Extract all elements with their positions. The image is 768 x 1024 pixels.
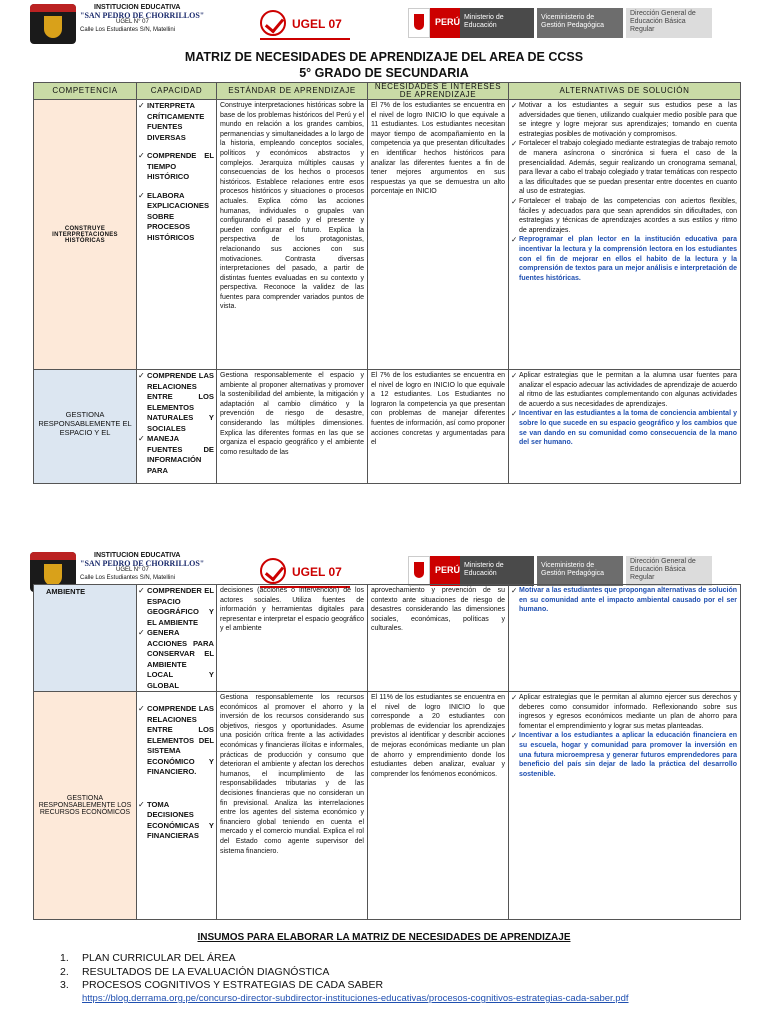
peru-label: PERÚ <box>430 556 460 586</box>
competencia-cell: CONSTRUYE INTERPRETACIONES HISTÓRICAS <box>34 100 137 370</box>
estandar-cell: decisiones (acciones o intervención) de los actores sociales. Utiliza fuentes de información y herramientas digitales para representar e interpretar el espacio geográfico y el ambiente <box>217 585 368 692</box>
capacidad-cell <box>137 100 217 370</box>
dg-label: Dirección General de Educación Básica Regular <box>626 8 712 38</box>
check-icon: ✓ <box>138 151 145 160</box>
check-icon: ✓ <box>138 704 145 713</box>
capacidad-item: ✓ TOMA DECISIONES ECONÓMICAS Y FINANCIERAS <box>138 799 214 840</box>
check-icon: ✓ <box>511 731 518 741</box>
school-logo <box>30 4 76 44</box>
capacidad-item: ✓ COMPRENDE LAS RELACIONES ENTRE LOS ELEMENTOS DEL SISTEMA ECONÓMICO Y FINANCIERO. <box>138 704 214 776</box>
check-icon: ✓ <box>511 371 518 380</box>
ministry-label: Ministerio de Educación <box>460 8 534 38</box>
check-icon: ✓ <box>138 101 145 110</box>
header-competencia: COMPETENCIA <box>34 83 137 100</box>
alternativa-item-highlight: ✓ Reprogramar el plan lector en la institución educativa para incentivar la lectura y la comprensión lectora en los estudiantes con el fin de mejorar en ellos el habito de la lectura y la comprensión de textos para un mejor análisis e interpretación de fuentes históricas. <box>511 235 737 282</box>
ugel-logo-text: UGEL 07 <box>292 565 342 579</box>
minedu-logo <box>408 8 712 38</box>
list-number: 3. <box>60 979 69 991</box>
capacidad-item: ✓ COMPRENDER EL ESPACIO GEOGRÁFICO Y EL AMBIENTE <box>138 586 214 627</box>
alternativa-item-highlight: ✓ Incentivar en las estudiantes a la toma de conciencia ambiental y sobre lo que sucede en su espacio geográfico y los cambios que se van dando en su comunidad como consecuencia de la mano del ser humano. <box>511 409 737 447</box>
estandar-cell: Gestiona responsablemente los recursos económicos al promover el ahorro y la inversión de los recursos considerando sus objetivos, riesgos y oportunidades. Asume una posición crítica frente a las actividades económicas y financieras ilícitas e informales, prácticas de producción y consumo que deterioran el ambiente y afectan los derechos humanos, el incumplimiento de las responsabilidades tributarias y de las decisiones financieras que no consideran un fin previsional. Analiza las interrelaciones entre los agentes del sistema económico y financiero global teniendo en cuenta el mercado y el comercio mundial. Explica el rol del Estado como agente supervisor del sistema financiero. <box>217 692 368 920</box>
dg-label: Dirección General de Educación Básica Regular <box>626 556 712 586</box>
list-item-text: RESULTADOS DE LA EVALUACIÓN DIAGNÓSTICA <box>82 965 330 978</box>
check-icon: ✓ <box>511 139 518 149</box>
school-name-line2: "SAN PEDRO DE CHORRILLOS" <box>80 558 205 568</box>
check-icon: ✓ <box>511 235 518 245</box>
competencia-cell: GESTIONA RESPONSABLEMENTE LOS RECURSOS ECONÓMICOS <box>34 692 137 920</box>
check-icon: ✓ <box>138 799 145 809</box>
insumos-title: INSUMOS PARA ELABORAR LA MATRIZ DE NECESIDADES DE APRENDIZAJE <box>197 932 571 943</box>
needs-matrix-table <box>33 82 741 484</box>
capacidad-item: ✓ INTERPRETA CRÍTICAMENTE FUENTES DIVERSAS <box>138 101 205 142</box>
table-header-row <box>34 83 741 100</box>
alternativas-cell <box>509 692 741 920</box>
alternativa-item: ✓ Motivar a los estudiantes a seguir sus estudios pese a las adversidades que tienen, utilizando cualquier medio posible para que se integre y logre mejorar sus aprendizajes; tomando en cuenta estrategias posibles de motivación y compromisos. <box>511 101 737 138</box>
table-row <box>34 100 741 370</box>
reference-link[interactable]: https://blog.derrama.org.pe/concurso-director-subdirector-instituciones-educativas/procesos-cognitivos-estrategias-cada-saber.pdf <box>82 993 629 1004</box>
competencia-cell: GESTIONA RESPONSABLEMENTE EL ESPACIO Y EL <box>34 370 137 484</box>
minedu-logo <box>408 556 712 586</box>
school-name-line1: INSTITUCION EDUCATIVA <box>94 4 181 11</box>
peru-shield-icon <box>408 8 430 38</box>
competencia-cell: AMBIENTE <box>34 585 137 692</box>
header-necesidades: NECESIDADES E INTERESES DE APRENDIZAJE <box>368 83 509 100</box>
ugel-check-icon <box>260 558 286 584</box>
table-row <box>34 692 741 920</box>
alternativas-cell <box>509 370 741 484</box>
capacidad-cell <box>137 585 217 692</box>
school-ugel: UGEL N° 07 <box>116 567 149 573</box>
check-icon: ✓ <box>138 628 145 637</box>
header-estandar: ESTÁNDAR DE APRENDIZAJE <box>217 83 368 100</box>
list-item-text: PROCESOS COGNITIVOS Y ESTRATEGIAS DE CADA SABER <box>82 979 384 991</box>
table-row <box>34 370 741 484</box>
school-name-line2: "SAN PEDRO DE CHORRILLOS" <box>80 10 205 20</box>
capacidad-cell <box>137 692 217 920</box>
document-title: MATRIZ DE NECESIDADES DE APRENDIZAJE DEL AREA DE CCSS <box>184 50 584 64</box>
school-address: Calle Los Estudiantes S/N, Matellini <box>80 26 176 33</box>
insumos-list <box>60 952 383 993</box>
needs-matrix-table-continued <box>33 584 741 920</box>
header-alternativas: ALTERNATIVAS DE SOLUCIÓN <box>509 83 741 100</box>
check-icon: ✓ <box>138 434 145 443</box>
list-number: 1. <box>60 952 69 964</box>
alternativa-item-highlight: ✓ Incentivar a los estudiantes a aplicar la educación financiera en su escuela, hogar y comunidad para promover la inversión en una futura microempresa y generar futuros emprendedores para beneficio del país sin dejar de lado la práctica del desarrollo sostenible. <box>511 731 737 778</box>
header-capacidad: CAPACIDAD <box>137 83 217 100</box>
ministry-label: Ministerio de Educación <box>460 556 534 586</box>
alternativas-cell <box>509 585 741 692</box>
alternativa-item: ✓ Fortalecer el trabajo colegiado mediante estrategias de trabajo remoto de manera asíncrona o sincrónica si fuera el caso de la presencialidad. Además, seguir realizando un cronograma semanal, para llevar a cabo el trabajo colegiado y tratar temáticas con respecto a las dificultades que se puedan presentar entre docentes en cuanto al uso de estrategias. <box>511 139 737 196</box>
check-icon: ✓ <box>138 371 145 380</box>
estandar-cell: Construye interpretaciones históricas sobre la base de los problemas históricos del Perú y el mundo en relación a los grandes cambios, permanencias y simultaneidades a lo largo de la historia, empleando conceptos sociales, políticos y económicos abstractos y complejos. Jerarquiza múltiples causas y consecuencias de los hechos o procesos históricos. Establece relaciones entre esos procesos históricos y situaciones o procesos actuales. Explica cómo las acciones humanas, individuales o grupales van configurando el pasado y el presente y pueden configurar el futuro. Explica la perspectiva de los protagonistas, relacionando sus acciones con sus motivaciones. Contrasta diversas interpretaciones del pasado, a partir de distintas fuentes evaluadas en su contexto y perspectiva. Reconoce la validez de las fuentes para comprender variados puntos de vista. <box>217 100 368 370</box>
page-header <box>0 0 768 48</box>
school-info <box>80 4 240 34</box>
check-icon: ✓ <box>138 586 145 595</box>
capacidad-item: ✓ COMPRENDE EL TIEMPO HISTÓRICO <box>138 151 214 181</box>
necesidades-cell: El 11% de los estudiantes se encuentra en el nivel de logro INICIO lo que corresponde a 20 estudiantes con problemas de evidenciar los aprendizajes previstos al identificar y describir acciones de mejoras económicas mediante un plan de ahorro y emprendimiento donde los estudiantes deben analizar, evaluar y comprender los fenómenos económicos. <box>368 692 509 920</box>
ugel-logo-text: UGEL 07 <box>292 17 342 31</box>
check-icon: ✓ <box>511 409 518 419</box>
capacidad-item: ✓ ELABORA EXPLICACIONES SOBRE PROCESOS HISTÓRICOS <box>138 190 210 242</box>
peru-label: PERÚ <box>430 8 460 38</box>
alternativas-cell <box>509 100 741 370</box>
vice-label: Viceministerio de Gestión Pedagógica <box>537 556 623 586</box>
ugel-underline <box>260 38 350 40</box>
alternativa-item: ✓ Aplicar estrategias que le permitan a la alumna usar fuentes para analizar el espacio adecuar las actividades de aprendizaje de acuerdo al ritmo de las estudiantes complementando con algunas actividades de acuerdo a sus necesidades de aprendizajes. <box>511 371 737 408</box>
check-icon: ✓ <box>138 190 145 200</box>
ugel-check-icon <box>260 10 286 36</box>
estandar-cell: Gestiona responsablemente el espacio y ambiente al proponer alternativas y promover la sostenibilidad del ambiente, la mitigación y adaptación al cambio climático y la prevención de riesgo de desastre, considerando las múltiples dimensiones. Explica las diferentes formas en las que se organiza el espacio geográfico y el ambiente como resultado de las <box>217 370 368 484</box>
necesidades-cell: El 7% de los estudiantes se encuentra en el nivel de logro INICIO lo que equivale a 11 estudiantes. Los estudiantes necesitan mayor tiempo de acompañamiento en la competencia ya que presentan dificultades en identificar hechos históricos para analizar las diferentes fuentes a fin de tener mejores argumentos en sus respuestas ya que se demuestra un alto porcentaje en INICIO <box>368 100 509 370</box>
school-info <box>80 552 240 582</box>
document-subtitle: 5° GRADO DE SECUNDARIA <box>299 66 469 80</box>
capacidad-item: ✓ COMPRENDE LAS RELACIONES ENTRE LOS ELEMENTOS NATURALES Y SOCIALES <box>138 371 214 433</box>
check-icon: ✓ <box>511 196 518 206</box>
alternativa-item-highlight: ✓ Motivar a las estudiantes que propongan alternativas de solución en su comunidad ante el impacto ambiental causado por el ser humano. <box>511 586 737 614</box>
capacidad-item: ✓ MANEJA FUENTES DE INFORMACIÓN PARA <box>138 434 214 475</box>
necesidades-cell: aprovechamiento y prevención de su contexto ante situaciones de riesgo de desastres considerando las dimensiones sociales, económicas, políticas y culturales. <box>368 585 509 692</box>
peru-shield-icon <box>408 556 430 586</box>
school-address: Calle Los Estudiantes S/N, Matellini <box>80 574 176 581</box>
list-item-text: PLAN CURRICULAR DEL ÁREA <box>82 952 236 964</box>
table-row <box>34 585 741 692</box>
school-name-line1: INSTITUCION EDUCATIVA <box>94 552 181 559</box>
check-icon: ✓ <box>511 101 518 110</box>
check-icon: ✓ <box>511 586 518 595</box>
list-item <box>60 979 383 993</box>
alternativa-item: ✓ Fortalecer el trabajo de las competencias con aciertos flexibles, fáciles y adecuados para que sean aprendidos sin dificultades, con estrategias y técnicas de aprendizajes acordes a sus estilos y ritmo de aprendizajes. <box>511 196 737 234</box>
alternativa-item: ✓ Aplicar estrategias que le permitan al alumno ejercer sus derechos y deberes como consumidor informado. Reflexionando sobre sus ingresos y egresos económicos mediante un plan de ahorro para fomentar el emprendimiento y lograr sus metas planteadas. <box>511 693 737 730</box>
school-ugel: UGEL N° 07 <box>116 19 149 25</box>
capacidad-cell <box>137 370 217 484</box>
list-item <box>60 966 383 980</box>
check-icon: ✓ <box>511 693 518 702</box>
list-item <box>60 952 383 966</box>
capacidad-item: ✓ GENERA ACCIONES PARA CONSERVAR EL AMBIENTE LOCAL Y GLOBAL <box>138 628 214 690</box>
necesidades-cell: El 7% de los estudiantes se encuentra en el nivel de logro en INICIO lo que equivale a 12 estudiantes. Los Estudiantes no lograron la competencia ya que presentan con problemas de manejar diferentes fuentes de información, así como proponer acciones concretas y argumentadas para el <box>368 370 509 484</box>
list-number: 2. <box>60 965 69 978</box>
vice-label: Viceministerio de Gestión Pedagógica <box>537 8 623 38</box>
